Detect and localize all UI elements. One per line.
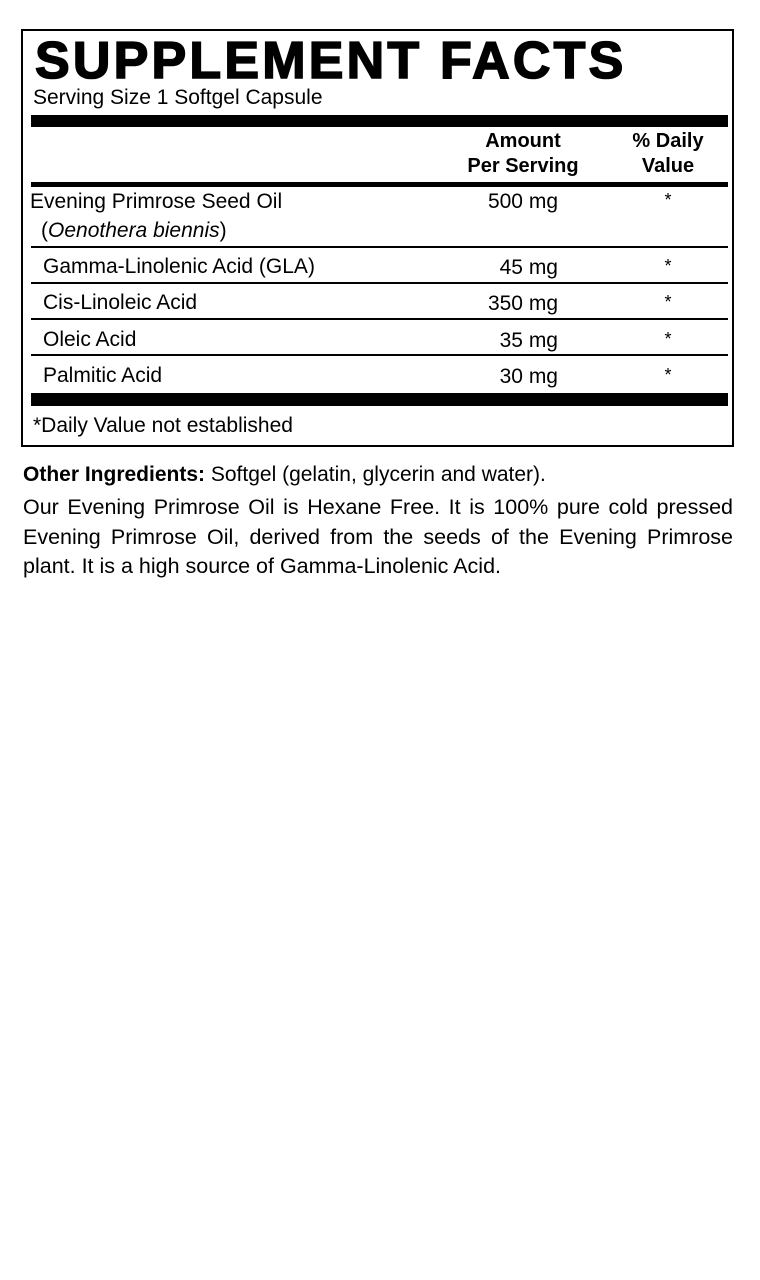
nutrient-name: Gamma-Linolenic Acid (GLA) xyxy=(43,255,315,278)
facts-title: SUPPLEMENT FACTS xyxy=(35,32,627,90)
nutrient-name: Evening Primrose Seed Oil xyxy=(30,190,283,213)
daily-value-header: % Daily Value xyxy=(632,130,704,177)
other-ingredients-label: Other Ingredients: xyxy=(23,463,206,486)
other-ingredients xyxy=(23,462,733,488)
nutrient-daily-value: * xyxy=(664,256,672,276)
row-divider xyxy=(31,246,728,248)
amount-header: Amount Per Serving xyxy=(467,130,579,177)
product-description: Our Evening Primrose Oil is Hexane Free. It is 100% pure cold pressed Evening Primrose Oil, derived from the seeds of the Evening Primrose plant. It is a high source of Gamma-Linolenic Acid. xyxy=(23,495,733,578)
nutrient-daily-value: * xyxy=(664,292,672,312)
serving-size: Serving Size 1 Softgel Capsule xyxy=(33,86,323,109)
nutrient-daily-value: * xyxy=(664,365,672,385)
thick-divider-bottom xyxy=(31,393,728,406)
other-ingredients-text: Softgel (gelatin, glycerin and water). xyxy=(205,463,546,486)
row-divider xyxy=(31,354,728,356)
nutrient-amount: 30 mg xyxy=(499,365,558,388)
nutrient-name: Cis-Linoleic Acid xyxy=(43,291,198,314)
medium-divider xyxy=(31,182,728,187)
daily-value-footnote: *Daily Value not established xyxy=(33,414,293,437)
nutrient-daily-value: * xyxy=(664,329,672,349)
nutrient-daily-value: * xyxy=(664,190,672,210)
nutrient-amount: 35 mg xyxy=(499,329,558,352)
thick-divider-top xyxy=(31,115,728,127)
nutrient-amount: 350 mg xyxy=(487,292,558,315)
nutrient-latin-name: (Oenothera biennis) xyxy=(41,219,227,242)
nutrient-amount: 45 mg xyxy=(499,256,558,279)
supplement-facts-panel xyxy=(21,29,734,447)
nutrient-name: Oleic Acid xyxy=(43,328,137,351)
row-divider xyxy=(31,318,728,320)
nutrient-name: Palmitic Acid xyxy=(43,364,163,387)
row-divider xyxy=(31,282,728,284)
nutrient-amount: 500 mg xyxy=(487,190,558,213)
